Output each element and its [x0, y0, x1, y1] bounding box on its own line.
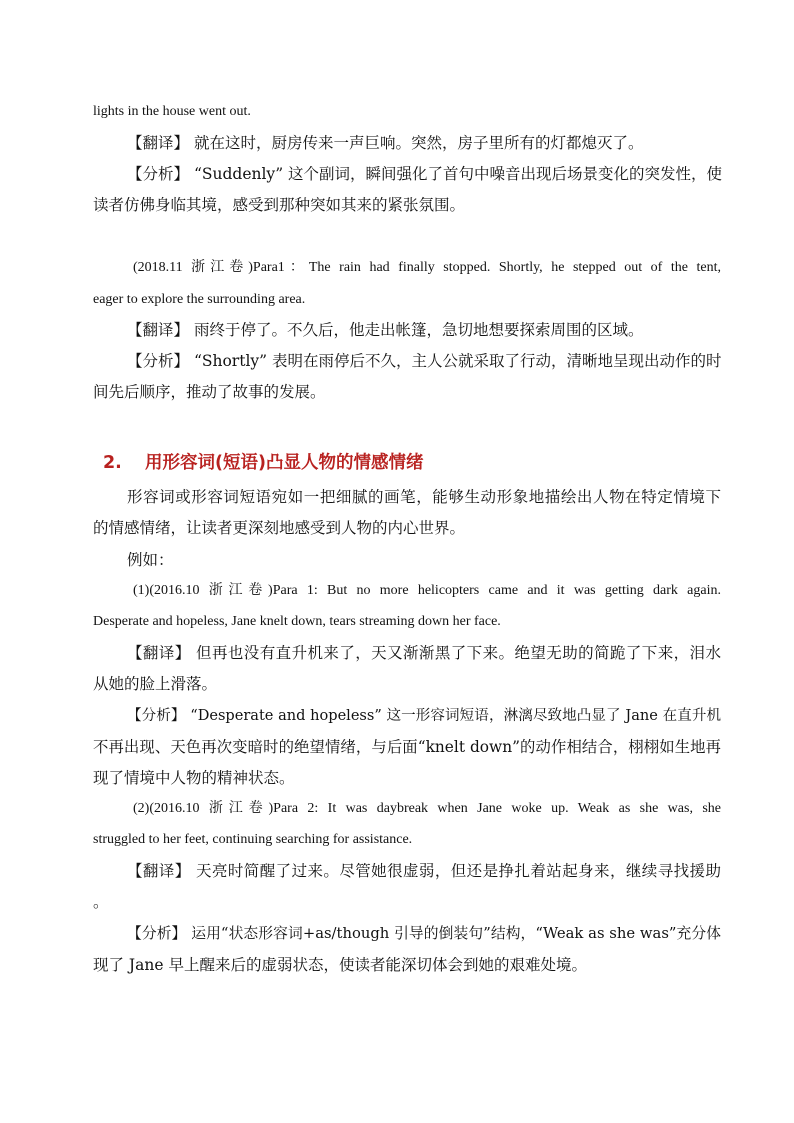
- analysis-text: “Suddenly” 这个副词，瞬间强化了首句中噪音出现后场景变化的突发性，使: [193, 165, 723, 183]
- intro-line: 的情感情绪，让读者更深刻地感受到人物的内心世界。: [93, 519, 466, 537]
- analysis-line: 不再出现、天色再次变暗时的绝望情绪，与后面“knelt down”的动作相结合，栩栩如生地再: [93, 738, 721, 756]
- translation-tag: 【翻译】: [127, 644, 191, 662]
- source-line: Desperate and hopeless, Jane knelt down, tears streaming down her face.: [93, 614, 501, 629]
- translation-line: [127, 133, 721, 153]
- translation-text: 就在这时，厨房传来一声巨响。突然，房子里所有的灯都熄灭了。: [193, 134, 644, 152]
- source-line: (2)(2016.10 浙江卷)Para 2: It was daybreak when Jane woke up. Weak as she was, she: [133, 801, 721, 816]
- section-heading: [103, 449, 424, 474]
- analysis-line: 现了情境中人物的精神状态。: [93, 769, 295, 787]
- analysis-text: “Shortly” 表明在雨停后不久，主人公就采取了行动，清晰地呈现出动作的时: [193, 352, 722, 370]
- translation-tag: 【翻译】: [127, 321, 190, 339]
- translation-tag: 【翻译】: [127, 134, 190, 152]
- analysis-line: 现了 Jane 早上醒来后的虚弱状态，使读者能深切体会到她的艰难处境。: [93, 956, 587, 974]
- analysis-line: [127, 924, 721, 944]
- analysis-text: “Desperate and hopeless” 这一形容词短语，淋漓尽致地凸显了 Jane 在直升机: [190, 708, 722, 724]
- source-line: struggled to her feet, continuing searching for assistance.: [93, 832, 413, 847]
- analysis-line: [127, 164, 721, 184]
- translation-line: 从她的脸上滑落。: [93, 675, 218, 693]
- source-line: (2018.11 浙江卷)Para1：The rain had finally stopped. Shortly, he stepped out of the tent,: [133, 260, 721, 275]
- analysis-tag: 【分析】: [127, 925, 187, 942]
- analysis-line: [127, 706, 721, 726]
- intro-line: 形容词或形容词短语宛如一把细腻的画笔，能够生动形象地描绘出人物在特定情境下: [127, 488, 721, 506]
- analysis-tag: 【分析】: [127, 165, 190, 183]
- analysis-line: 读者仿佛身临其境，感受到那种突如其来的紧张氛围。: [93, 196, 466, 214]
- translation-line: [127, 643, 721, 663]
- translation-text: 雨终于停了。不久后，他走出帐篷，急切地想要探索周围的区域。: [193, 321, 644, 339]
- analysis-line: 间先后顺序，推动了故事的发展。: [93, 383, 326, 401]
- analysis-tag: 【分析】: [127, 708, 186, 724]
- source-line: eager to explore the surrounding area.: [93, 292, 306, 307]
- analysis-text: 运用“状态形容词+as/though 引导的倒装句”结构，“Weak as she was”充分体: [191, 925, 721, 942]
- section-title: 用形容词(短语)凸显人物的情感情绪: [145, 453, 424, 473]
- analysis-tag: 【分析】: [127, 352, 190, 370]
- translation-text: 但再也没有直升机来了，天又渐渐黑了下来。绝望无助的简跪了下来，泪水: [196, 644, 721, 662]
- translation-line: 。: [93, 893, 109, 911]
- source-line: (1)(2016.10 浙江卷)Para 1: But no more helicopters came and it was getting dark again.: [133, 583, 721, 598]
- analysis-line: [127, 351, 721, 371]
- text-line: lights in the house went out.: [93, 104, 251, 119]
- translation-tag: 【翻译】: [127, 862, 191, 880]
- translation-line: [127, 320, 721, 340]
- translation-text: 天亮时简醒了过来。尽管她很虚弱，但还是挣扎着站起身来，继续寻找援助: [196, 862, 721, 880]
- section-number: 2.: [103, 453, 122, 473]
- translation-line: [127, 861, 721, 881]
- example-label: 例如：: [127, 551, 174, 569]
